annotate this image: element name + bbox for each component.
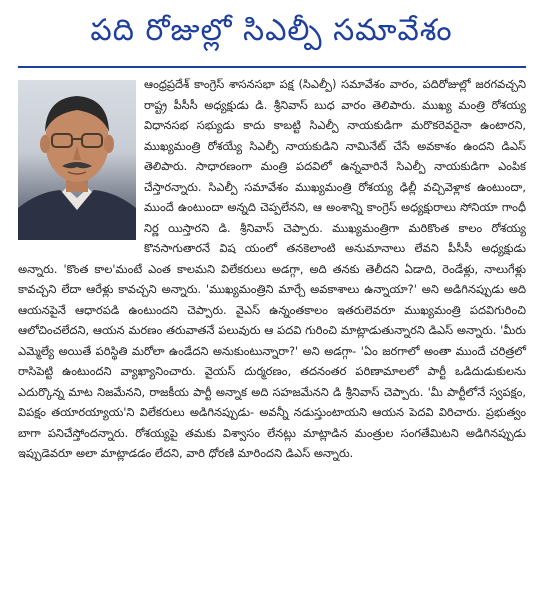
portrait-drawing [18,80,136,240]
headline-bar [0,0,543,68]
headline-divider [18,66,526,68]
person-portrait-icon [18,80,136,240]
headline: పది రోజుల్లో సిఎల్పీ సమావేశం [90,13,453,48]
article-paragraph: ఆంధ్రప్రదేశ్ కాంగ్రెస్ శాసనసభా పక్ష (సిఎల్పీ) సమావేశం వారం, పదిరోజుల్లో జరగవచ్చని రాష్ట్ర పీసీసీ అధ్యక్షుడు డి. శ్రీనివాస్ బుధ వారం తెలిపారు. ముఖ్య మంత్రి రోశయ్య విధానసభ సభ్యుడు కాదు కాబట్టి సిఎల్పీ నాయకుడిగా మరొకరెవరైనా ఉంటారని, ముఖ్యమంత్రి రోశయ్యే సిఎల్పీ నాయకుడిని నామినేట్ చేసే అవకాశం ఉందని డిఎస్ తెలిపారు. సాధారణంగా మంత్రి పదవిలో ఉన్నవారినే సిఎల్పీ నాయకుడిగా ఎంపిక చేస్తారన్నారు. సిఎల్పీ సమావేశం ముఖ్యమంత్రి రోశయ్య ఢిల్లీ వచ్చివెళ్లాక ఉంటుందా, ముందే ఉంటుందా అన్నది చెప్పలేనని, ఆ అంశాన్ని కాంగ్రెస్ అధ్యక్షురాలు సోనియా గాంధీ నిర్ణ యిస్తారని డి. శ్రీనివాస్ చెప్పారు. ముఖ్యమంత్రిగా మరికొంత కాలం రోశయ్య కొనసాగుతారనే విష యంలో తనకెలాంటి అనుమానాలు లేవని పీసీసీ అధ్యక్షుడు అన్నారు. 'కొంత కాల'మంటే ఎంత కాలమని విలేకరులు అడగ్గా, అది తనకు తెలీదని ఏడాది, రెండేళ్లు, నాలుగేళ్లు కావచ్చని లేదా ఆరేళ్లు కావచ్చని అన్నారు. 'ముఖ్యమంత్రిని మార్చే అవకాశాలు ఉన్నాయా?' అని అడిగినప్పుడు అది ఆయనపైనే ఆధారపడి ఉంటుందని చెప్పారు. వైఎస్ ఉన్నంతకాలం ఇతరులెవరూ ముఖ్యమంత్రి పదవిగురించి ఆలోచించలేదని, ఆయన మరణం తరువాతనే పలువురు ఆ పదవి గురించి మాట్లాడుతున్నారని డిఎస్ అన్నారు. 'మీరు ఎమ్మెల్యే అయితే పరిస్థితి మరోలా ఉండేదని అనుకుంటున్నారా?' అని అడగ్గా- 'ఏం జరగాలో అంతా ముందే చరిత్రలో రాసిపెట్టి ఉంటుందని వ్యాఖ్యానించారు. వైయస్ దుర్మరణం, తదనంతర పరిణామాలలో పార్టీ ఒడిదుడుకులను ఎదుర్కొన్న మాట నిజమేనని, రాజకీయ పార్టీ అన్నాక అది సహజమేనని డి శ్రీనివాస్ చెప్పారు. 'మీ పార్టీలోనే స్వపక్షం, విపక్షం తయారయ్యాయ'ని విలేకరులు అడిగినప్పుడు- అవన్నీ నడుస్తుంటాయని ఆయన పెదవి విరిచారు. ప్రభుత్వం బాగా పనిచేస్తోందన్నారు. రోశయ్యపై తమకు విశ్వాసం లేనట్లు మాట్లాడిన మంత్రుల సంగతేమిటని అడిగినప్పుడు ఇప్పుడెవరూ అలా మాట్లాడడం లేదని, వారి ధోరణి మారిందని డిఎస్ అన్నారు. [18,77,526,460]
